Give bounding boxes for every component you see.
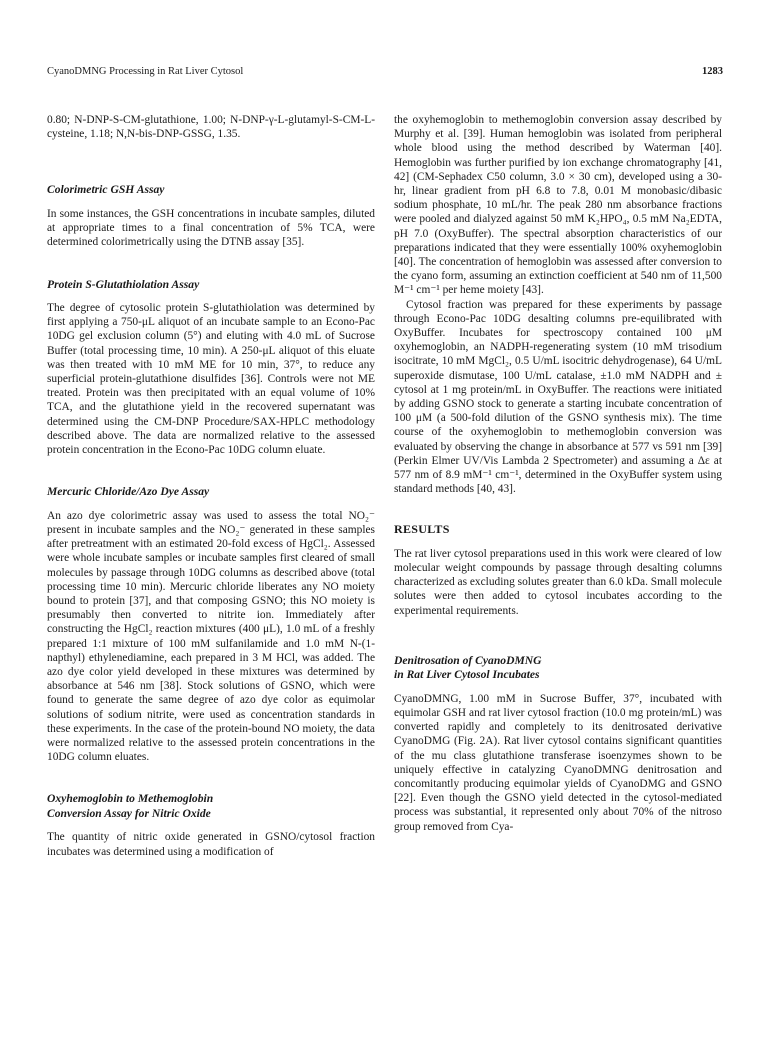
oxyhemoglobin-heading-line2: Conversion Assay for Nitric Oxide [47,806,211,820]
intro-fragment: 0.80; N-DNP-S-CM-glutathione, 1.00; N-DNP-γ-L-glutamyl-S-CM-L-cysteine, 1.18; N,N-bis-DNP-GSSG, 1.35. [47,114,375,141]
results-heading: RESULTS [394,522,450,537]
colorimetric-heading: Colorimetric GSH Assay [47,183,165,197]
denitrosation-heading-line2: in Rat Liver Cytosol Incubates [394,668,540,682]
cytosol-paragraph: Cytosol fraction was prepared for these experiments by passage through Econo-Pac 10DG desalting columns pre-equilibrated with OxyBuffer. Incubates for spectroscopy contained 100 μM oxyhemoglobin, an NADPH-regenerating system (10 mM trisodium isocitrate, 10 mM MgCl₂, 0.5 U/mL isocitric dehydrogenase), 64 U/mL superoxide dismutase, 100 U/mL catalase, ±1.0 mM NADPH and ± cytosol at 1 mg protein/mL in OxyBuffer. The reactions were initiated by adding GSNO stock to generate a starting incubate concentration of 100 μM (a 500-fold dilution of the GSNO synthesis mix). The time course of the oxyhemoglobin to methemoglobin conversion was evaluated by observing the change in absorbance at 577 vs 591 nm [39] (Perkin Elmer UV/Vis Lambda 2 Spectrometer) and assuming a Δε at 577 nm of 8.9 mM⁻¹ cm⁻¹, determined in the OxyBuffer system using standard methods [40, 43]. [394,298,722,496]
glutathiolation-heading: Protein S-Glutathiolation Assay [47,277,200,291]
denitrosation-body: CyanoDMNG, 1.00 mM in Sucrose Buffer, 37°, incubated with equimolar GSH and rat liver cytosol fraction (10.0 mg protein/mL) was converted rapidly and completely to its denitrosated derivative CyanoDMG (Fig. 2A). Rat liver cytosol contains significant quantities of the mu class glutathione transferase isoenzymes shown to be uniquely effective in catalyzing CyanoDMNG denitrosation and concomitantly producing equimolar yields of CyanoDMG and GSNO [22]. Even though the GSNO yield detected in the cytosol-mediated process was substantial, it represented only about 70% of the nitroso group removed from Cya- [394,692,722,833]
running-title: CyanoDMNG Processing in Rat Liver Cytosol [47,66,244,77]
mercuric-body: An azo dye colorimetric assay was used to assess the total NO₂⁻ present in incubate samples and the NO₂⁻ generated in these samples after pretreatment with an estimated 20-fold excess of HgCl₂. Assessed were whole incubate samples or incubate samples first cleared of small molecules by passage through 10DG columns as described above (total processing time 10 min). Mercuric chloride liberates any NO moiety bound to protein [37], and that composing GSNO; this NO moiety is presumably then converted to nitrite ion. Immediately after constructing the HgCl₂ reaction mixtures (400 μL), 1.0 mL of a freshly prepared 1:1 mixture of 100 mM sulfanilamide and 1.0 mM N-(1-napthyl) ethylenediamine, each prepared in 3 M HCl, was added. The azo dye color yield developed in these mixtures was determined by absorbance at 546 nm [38]. Stock solutions of GSNO, which were found to generate the same degree of azo dye color as equimolar solutions of sodium nitrite, were used as concentration standards in these experiments. In the case of the protein-bound NO moiety, the data were normalized relative to the assessed protein concentrations in the 10DG column eluates. [47,509,375,764]
mercuric-heading: Mercuric Chloride/Azo Dye Assay [47,485,210,499]
oxyhemoglobin-body: The quantity of nitric oxide generated in GSNO/cytosol fraction incubates was determined using a modification of [47,831,375,858]
colorimetric-body: In some instances, the GSH concentrations in incubate samples, diluted at appropriate times to a final concentration of 5% TCA, were determined colorimetrically using the DTNB assay [35]. [47,207,375,249]
results-body: The rat liver cytosol preparations used in this work were cleared of low molecular weight compounds by passage through desalting columns characterized as excluding solutes greater than 6.0 kDa. Small molecule solutes were then added to cytosol incubates according to the experimental requirements. [394,547,722,617]
page-number: 1283 [702,66,723,77]
right-column [394,113,722,834]
left-column [47,113,375,859]
denitrosation-heading-line1: Denitrosation of CyanoDMNG [394,653,542,667]
running-head [47,66,723,80]
glutathiolation-body: The degree of cytosolic protein S-glutathiolation was determined by first applying a 750-μL aliquot of an incubate sample to an Econo-Pac 10DG gel exclusion column (5°) and eluting with 4.0 mL of Sucrose Buffer (total processing time, 10 min). A 250-μL aliquot of this eluate was then treated with 10 mM ME for 10 min, 37°, to reduce any superficial protein-glutathione disulfides [36]. Controls were not ME treated. Protein was then precipitated with an equal volume of 10% TCA, and the glutathione yield in the recovered supernatant was determined using the CM-DNP Procedure/SAX-HPLC methodology described above. The data are normalized relative to the assessed protein concentration in the Econo-Pac 10DG column eluate. [47,302,375,457]
continuation-paragraph: the oxyhemoglobin to methemoglobin conversion assay described by Murphy et al. [39]. Human hemoglobin was isolated from peripheral whole blood using the method described by Waterman [40]. Hemoglobin was further purified by ion exchange chromatography [41, 42] (CM-Sephadex C50 column, 3.0 × 30 cm), developed using a 30-hr, linear gradient from pH 6.8 to 7.8, 0.01 M monobasic/dibasic sodium phosphate, 10 mL/hr. The peak 280 nm absorbance fractions were pooled and dialyzed against 50 mM K₂HPO₄, 0.5 mM Na₂EDTA, pH 7.0 (OxyBuffer). The spectral absorption characteristics of our preparations indicated that they were essentially 100% oxyhemoglobin [40]. The concentration of hemoglobin was assessed after conversion to the cyano form, assuming an extinction coefficient at 540 nm of 11,500 M⁻¹ cm⁻¹ per heme moiety [43]. [394,114,722,297]
oxyhemoglobin-heading-line1: Oxyhemoglobin to Methemoglobin [47,792,214,806]
